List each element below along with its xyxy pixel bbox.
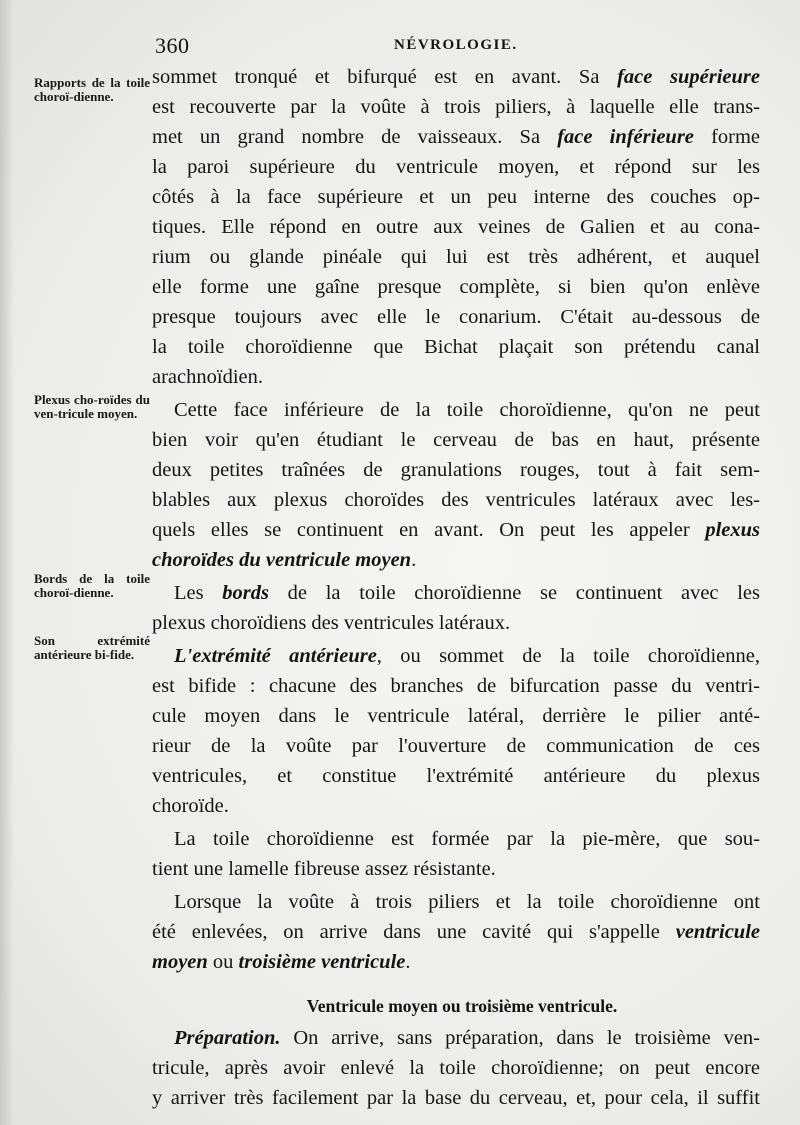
text-line: la paroi supérieure du ventricule moyen, et répond sur les bbox=[152, 156, 760, 178]
text-line: elle forme une gaîne presque complète, si bien qu'on enlève bbox=[152, 276, 760, 298]
text-line: choroïde. bbox=[152, 795, 229, 817]
italic-term: ventricule bbox=[675, 921, 760, 943]
text-line: La toile choroïdienne est formée par la pie-mère, que sou- bbox=[174, 828, 760, 850]
text-line: Cette face inférieure de la toile choroïdienne, qu'on ne peut bbox=[174, 399, 760, 421]
italic-term: bords bbox=[222, 582, 269, 604]
running-head: NÉVROLOGIE. bbox=[394, 37, 518, 53]
text-run: On arrive, sans préparation, dans le troisième ven- bbox=[280, 1027, 760, 1049]
text-line: côtés à la face supérieure et un peu interne des couches op- bbox=[152, 186, 760, 208]
text-line: tient une lamelle fibreuse assez résistante. bbox=[152, 858, 496, 880]
text-line: y arriver très facilement par la base du cerveau, et, pour cela, il suffit bbox=[152, 1087, 760, 1109]
italic-term: choroïdes du ventricule moyen bbox=[152, 549, 412, 571]
page-gutter-shadow bbox=[0, 0, 14, 1125]
text-line bbox=[152, 545, 760, 575]
page-number: 360 bbox=[155, 33, 190, 58]
text-run: . bbox=[405, 951, 411, 973]
sidenote-plexus: Plexus cho-roïdes du ven-tricule moyen. bbox=[34, 392, 150, 421]
text-line bbox=[152, 641, 760, 671]
text-line: Lorsque la voûte à trois piliers et la toile choroïdienne ont bbox=[174, 891, 760, 913]
text-line bbox=[152, 917, 760, 947]
sidenote-bords: Bords de la toile choroï-dienne. bbox=[34, 571, 150, 600]
text-run: forme bbox=[693, 126, 761, 148]
text-line bbox=[152, 947, 760, 977]
text-line bbox=[152, 62, 760, 92]
text-line: ventricules, et constitue l'extrémité antérieure du plexus bbox=[152, 765, 760, 787]
text-line: deux petites traînées de granulations rouges, tout à fait sem- bbox=[152, 459, 760, 481]
text-line: tricule, après avoir enlevé la toile choroïdienne; on peut encore bbox=[152, 1057, 760, 1079]
text-line bbox=[152, 578, 760, 608]
text-line: arachnoïdien. bbox=[152, 366, 263, 388]
text-line: presque toujours avec elle le conarium. C'était au-dessous de bbox=[152, 306, 760, 328]
italic-term: Préparation. bbox=[174, 1027, 281, 1049]
italic-term: plexus bbox=[705, 519, 760, 541]
text-line bbox=[152, 515, 760, 545]
italic-term: L'extrémité antérieure bbox=[174, 645, 377, 667]
paragraph bbox=[152, 1023, 760, 1113]
italic-term: face inférieure bbox=[557, 126, 694, 148]
page-header bbox=[0, 33, 800, 63]
text-line bbox=[152, 1023, 760, 1053]
paragraph bbox=[152, 578, 760, 638]
paragraph bbox=[152, 641, 760, 821]
text-line: rieur de la voûte par l'ouverture de communication de ces bbox=[152, 735, 760, 757]
text-line bbox=[152, 122, 760, 152]
paragraph bbox=[152, 62, 760, 392]
italic-term: troisième ventricule bbox=[238, 951, 406, 973]
text-run: ou bbox=[207, 951, 239, 973]
paragraph bbox=[152, 887, 760, 977]
paragraph bbox=[152, 395, 760, 575]
italic-term: face supérieure bbox=[617, 66, 760, 88]
text-run: sommet tronqué et bifurqué est en avant. Sa bbox=[152, 66, 618, 88]
text-run: Les bbox=[174, 582, 223, 604]
section-title: Ventricule moyen ou troisième ventricule. bbox=[306, 996, 618, 1016]
text-line: blables aux plexus choroïdes des ventricules latéraux avec les- bbox=[152, 489, 760, 511]
text-line: rium ou glande pinéale qui lui est très adhérent, et auquel bbox=[152, 246, 760, 268]
sidenote-extremite: Son extrémité antérieure bi-fide. bbox=[34, 633, 150, 662]
italic-term: moyen bbox=[152, 951, 208, 973]
paragraph bbox=[152, 824, 760, 884]
text-run: quels elles se continuent en avant. On peut les appeler bbox=[152, 519, 706, 541]
text-run: , ou sommet de la toile choroïdienne, bbox=[376, 645, 760, 667]
sidenote-rapports: Rapports de la toile choroï-dienne. bbox=[34, 75, 150, 104]
text-line: la toile choroïdienne que Bichat plaçait son prétendu canal bbox=[152, 336, 760, 358]
text-run: met un grand nombre de vaisseaux. Sa bbox=[152, 126, 558, 148]
text-line: tiques. Elle répond en outre aux veines de Galien et au cona- bbox=[152, 216, 760, 238]
body-text bbox=[152, 62, 760, 1113]
text-run: . bbox=[411, 549, 417, 571]
text-line: plexus choroïdiens des ventricules latéraux. bbox=[152, 612, 511, 634]
text-run: de la toile choroïdienne se continuent avec les bbox=[269, 582, 760, 604]
text-line: est recouverte par la voûte à trois piliers, à laquelle elle trans- bbox=[152, 96, 760, 118]
text-line: cule moyen dans le ventricule latéral, derrière le pilier anté- bbox=[152, 705, 760, 727]
text-line: bien voir qu'en étudiant le cerveau de bas en haut, présente bbox=[152, 429, 760, 451]
text-line: est bifide : chacune des branches de bifurcation passe du ventri- bbox=[152, 675, 760, 697]
text-run: été enlevées, on arrive dans une cavité qui s'appelle bbox=[152, 921, 676, 943]
